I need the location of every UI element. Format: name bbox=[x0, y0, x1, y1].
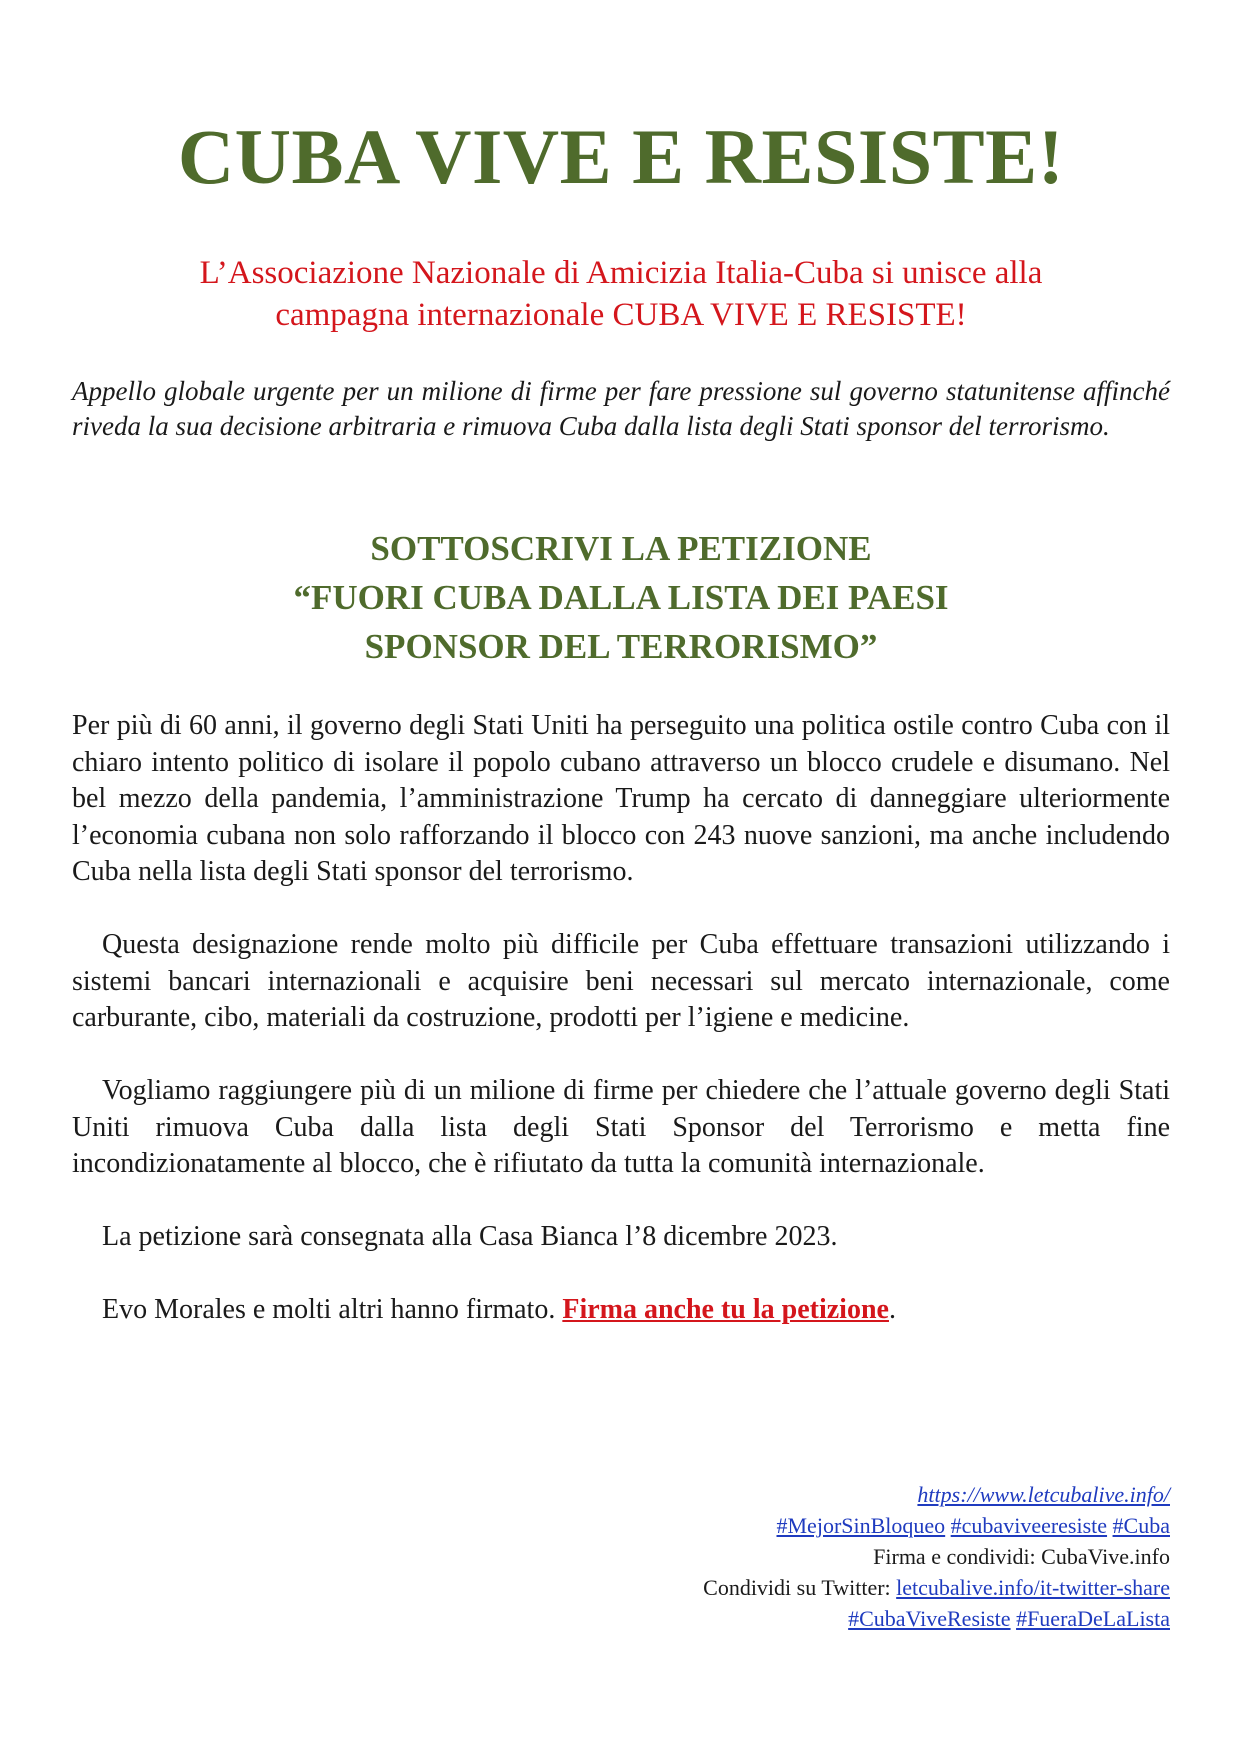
sign-petition-link[interactable]: Firma anche tu la petizione bbox=[562, 1294, 889, 1325]
petition-heading bbox=[72, 524, 1170, 671]
paragraph-call-to-action bbox=[72, 1292, 1170, 1329]
footer-links bbox=[72, 1479, 1170, 1634]
paragraph-goal: Vogliamo raggiungere più di un milione di firme per chiedere che l’attuale governo degli Stati Uniti rimuova Cuba dalla lista degli Stati Sponsor del Terrorismo e metta fine incondizionatamente al blocco, che è rifiutato da tutta la comunità internazionale. bbox=[72, 1075, 1170, 1179]
petition-heading-line-1: SOTTOSCRIVI LA PETIZIONE bbox=[370, 529, 872, 568]
paragraph-history: Per più di 60 anni, il governo degli Stati Uniti ha perseguito una politica ostile contro Cuba con il chiaro intento politico di isolare il popolo cubano attraverso un blocco crudele e disumano. Nel bel mezzo della pandemia, l’amministrazione Trump ha cercato di danneggiare ulteriormente l’economia cubana non solo rafforzando il blocco con 243 nuove sanzioni, ma anche includendo Cuba nella lista degli Stati sponsor del terrorismo. bbox=[72, 710, 1170, 887]
page-title: CUBA VIVE E RESISTE! bbox=[177, 113, 1065, 200]
hashtag-cuba-link[interactable]: #Cuba bbox=[1112, 1513, 1170, 1538]
footer-line-url bbox=[72, 1479, 1170, 1510]
body-text bbox=[72, 708, 1170, 1365]
website-link[interactable]: https://www.letcubalive.info/ bbox=[917, 1482, 1170, 1507]
hashtag-cubaviveresiste-link[interactable]: #CubaViveResiste bbox=[848, 1606, 1011, 1631]
subtitle bbox=[72, 252, 1170, 336]
hashtag-cubaviveeresiste-link[interactable]: #cubaviveeresiste bbox=[950, 1513, 1108, 1538]
hashtag-fueradelalista-link[interactable]: #FueraDeLaLista bbox=[1016, 1606, 1170, 1631]
petition-heading-line-3: SPONSOR DEL TERRORISMO” bbox=[364, 627, 878, 666]
paragraph-delivery-date: La petizione sarà consegnata alla Casa Bianca l’8 dicembre 2023. bbox=[102, 1221, 838, 1252]
twitter-share-label: Condividi su Twitter: bbox=[703, 1575, 891, 1600]
hashtag-mejorsinbloqueo-link[interactable]: #MejorSinBloqueo bbox=[776, 1513, 946, 1538]
footer-sign-share: Firma e condividi: CubaVive.info bbox=[873, 1544, 1170, 1569]
twitter-share-link[interactable]: letcubalive.info/it-twitter-share bbox=[896, 1575, 1170, 1600]
footer-line-hashtags-2 bbox=[72, 1603, 1170, 1634]
call-to-action-text: Evo Morales e molti altri hanno firmato. bbox=[102, 1294, 556, 1325]
subtitle-line-1: L’Associazione Nazionale di Amicizia Italia-Cuba si unisce alla bbox=[199, 255, 1043, 291]
subtitle-line-2: campagna internazionale CUBA VIVE E RESISTE! bbox=[275, 297, 967, 333]
footer-line-twitter bbox=[72, 1572, 1170, 1603]
intro-appeal: Appello globale urgente per un milione di firme per fare pressione sul governo statunitense affinché riveda la sua decisione arbitraria e rimuova Cuba dalla lista degli Stati sponsor del terrorismo. bbox=[72, 376, 1170, 441]
petition-heading-line-2: “FUORI CUBA DALLA LISTA DEI PAESI bbox=[293, 578, 949, 617]
paragraph-designation: Questa designazione rende molto più difficile per Cuba effettuare transazioni utilizzando i sistemi bancari internazionali e acquisire beni necessari sul mercato internazionale, come carburante, cibo, materiali da costruzione, prodotti per l’igiene e medicine. bbox=[72, 929, 1170, 1033]
footer-line-hashtags bbox=[72, 1510, 1170, 1541]
call-to-action-period: . bbox=[888, 1294, 896, 1325]
